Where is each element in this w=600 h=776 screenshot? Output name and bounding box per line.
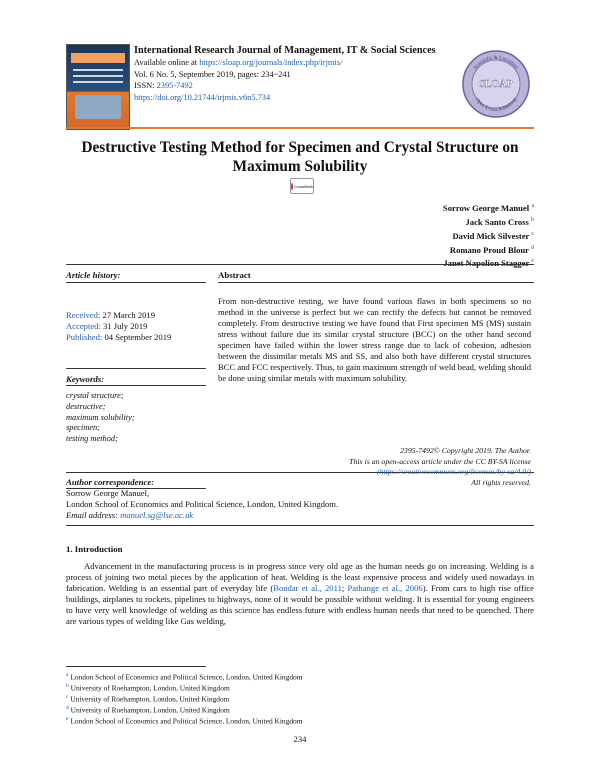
paper-title-line-2: Maximum Solubility (232, 158, 368, 175)
journal-title: International Research Journal of Management, IT & Social Sciences (134, 45, 436, 56)
journal-header (134, 44, 464, 103)
keyword-list (66, 391, 135, 445)
svg-text:Open Access Publishing: Open Access Publishing (474, 97, 518, 114)
article-history: Received: 27 March 2019 Accepted: 31 July 2019 Published: 04 September 2019 (66, 310, 172, 342)
crossmark-badge[interactable] (290, 178, 314, 194)
issn-link[interactable]: 2395-7492 (156, 81, 193, 90)
article-history-heading: Article history: (66, 270, 121, 280)
correspondence-heading: Author correspondence: (66, 477, 155, 487)
section-rule (66, 264, 534, 265)
introduction-heading: 1. Introduction (66, 544, 123, 554)
author-correspondence (66, 477, 536, 521)
correspondence-name: Sorrow George Manuel, (66, 488, 150, 498)
paper-title-line-1: Destructive Testing Method for Specimen and Crystal Structure on (81, 139, 519, 156)
copyright-line: 2395-7492© Copyright 2019. The Author. (400, 446, 531, 455)
author-list (443, 200, 534, 269)
available-online-line (134, 57, 464, 69)
abstract-rule (218, 282, 534, 283)
correspondence-bottom-rule (66, 525, 534, 526)
available-label: Available online at (134, 58, 200, 67)
history-rule (66, 282, 206, 283)
footnote: $^b$ University of Roehampton, London, United Kingdom (66, 683, 230, 693)
footnote: $^e$ London School of Economics and Political Science, London, United Kingdom (66, 716, 303, 726)
keywords-heading: Keywords: (66, 374, 105, 384)
crossmark-icon (291, 183, 293, 190)
author: Romano Proud Blour $^d$ (449, 244, 534, 255)
footnote: $^a$ London School of Economics and Political Science, London, United Kingdom (66, 672, 303, 682)
keywords-rule (66, 385, 206, 386)
volume-line: Vol. 6 No. 5, September 2019, pages: 234~241 (134, 69, 291, 79)
keyword: maximum solubility; (66, 412, 135, 422)
footnote-rule (66, 666, 206, 667)
citation-link[interactable]: Bondar et al., 2011 (273, 583, 342, 593)
affiliation-footnotes (66, 671, 302, 726)
citation-link[interactable]: Pathange et al., 2006 (347, 583, 423, 593)
rights-line: All rights reserved. (471, 477, 531, 487)
author: Sorrow George Manuel $^a$ (442, 202, 534, 213)
abstract-text: From non-destructive testing, we have found various flaws in both specimens so no method in the universe is perfect but we can rectify the defects but cannot be removed completely. From destructive testing we have found that First specimen MS (MS) sustain stress without failure due its similar crystal structure (BCC) on the other hand second specimen have failed within the lower stress range due to lack of cohesion, adhesion between the dissimilar metals MS and SS, and also both have different crystal structures BCC and FCC respectively. Thus, to gain maximum strength of weld bead, welding should be done using similar metals with maximum solubility. (218, 296, 531, 383)
author: e (531, 258, 534, 265)
issn-line (134, 80, 464, 92)
crossmark-label: CrossMark (293, 183, 313, 189)
doi-link[interactable]: https://doi.org/10.21744/irjmis.v6n5.734 (134, 92, 271, 102)
svg-text:SLOAP: SLOAP (479, 79, 513, 90)
correspondence-institution: London School of Economics and Political Science, London, United Kingdom. (66, 499, 339, 509)
author: David Mick Silvester $^c$ (452, 230, 534, 241)
footnote: $^d$ University of Roehampton, London, United Kingdom (66, 705, 230, 715)
keyword: specimen; (66, 423, 100, 433)
license-line: This is an open-access article under the CC BY-SA license (349, 456, 531, 466)
footnote: $^c$ University of Roehampton, London, United Kingdom (66, 694, 230, 704)
issn-label: ISSN: (134, 81, 157, 90)
paper-title (66, 138, 534, 176)
header-rule (66, 127, 534, 129)
journal-url-link[interactable]: https://sloap.org/journals/index.php/irjmis/ (199, 58, 343, 67)
email-link[interactable]: manuel.sg@lse.ac.uk (120, 510, 194, 520)
page-number: 234 (293, 734, 307, 744)
svg-text:Scientific & Literature: Scientific & Literature (472, 54, 520, 71)
keywords-rule-top (66, 368, 206, 369)
author: Jack Santo Cross $^b$ (465, 216, 534, 227)
keyword: testing method; (66, 434, 118, 444)
abstract-heading: Abstract (218, 270, 251, 280)
keyword: destructive; (66, 401, 106, 411)
journal-cover-image (66, 44, 130, 130)
email-label: Email address: (66, 510, 118, 520)
license-link[interactable]: (https://creativecommons.org/licenses/by-sa/4.0/) (376, 467, 531, 476)
sloap-seal-logo (462, 50, 530, 118)
keyword: crystal structure; (66, 391, 124, 400)
introduction-paragraph: Advancement in the manufacturing process is in progress since very old age as the human needs go on increasing. Welding is a process of joining two metal pieces by the application of heat. Welding is the least expensive process and widely used nowadays in fabrication. Welding is an essential part of everyday life (Bondar et al., 2011; Pathange et al., 2006). From cars to high rise office buildings, airplanes to rockets, pipelines to highways, none of it would be possible without welding. It is essential for young engineers to have very well knowledge of welding as this science has endless future with endless human needs that need to be quenched. There are various types of welding like Gas welding, (66, 561, 534, 626)
